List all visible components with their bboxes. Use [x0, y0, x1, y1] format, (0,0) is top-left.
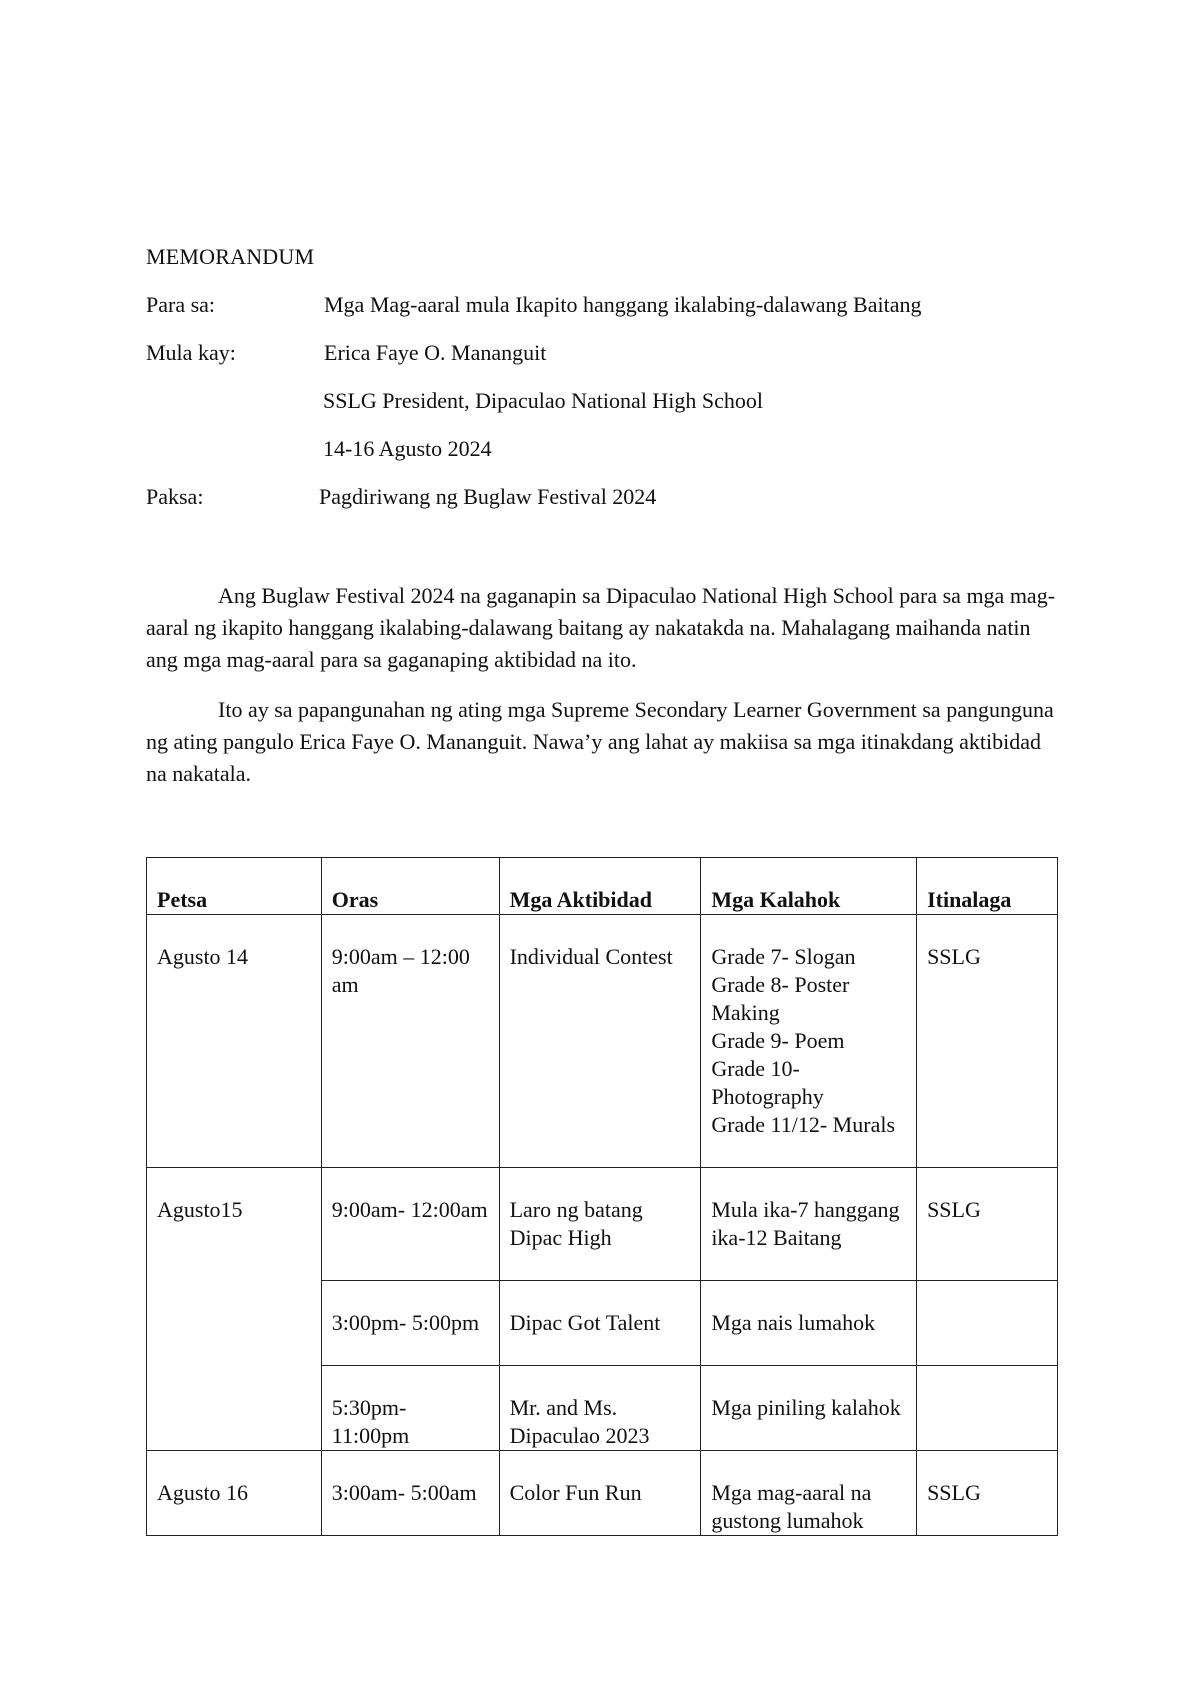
cell-kalahok: Mga nais lumahok	[701, 1281, 917, 1366]
para-sa-row	[146, 292, 921, 318]
kalahok-line: Grade 7- Slogan	[711, 944, 856, 969]
cell-kalahok: Mga piniling kalahok	[701, 1366, 917, 1451]
header-itinalaga: Itinalaga	[917, 858, 1058, 915]
cell-itinalaga	[917, 1366, 1058, 1451]
cell-itinalaga: SSLG	[917, 915, 1058, 1168]
schedule-table	[146, 857, 1058, 1536]
para-sa-value: Mga Mag-aaral mula Ikapito hanggang ikalabing-dalawang Baitang	[324, 292, 922, 317]
cell-kalahok: Mga mag-aaral na gustong lumahok	[701, 1451, 917, 1536]
header-aktibidad: Mga Aktibidad	[499, 858, 701, 915]
table-header-row	[147, 858, 1058, 915]
cell-aktibidad: Mr. and Ms. Dipaculao 2023	[499, 1366, 701, 1451]
mula-kay-row	[146, 340, 546, 366]
cell-oras: 3:00pm- 5:00pm	[321, 1281, 499, 1366]
body-paragraph-1	[146, 580, 1066, 676]
table-row	[147, 1451, 1058, 1536]
paksa-value: Pagdiriwang ng Buglaw Festival 2024	[319, 484, 657, 509]
body-paragraph-2	[146, 694, 1066, 790]
kalahok-line: Grade 9- Poem	[711, 1028, 845, 1053]
cell-itinalaga: SSLG	[917, 1168, 1058, 1281]
table-row	[147, 1168, 1058, 1281]
paksa-label: Paksa:	[146, 484, 204, 509]
kalahok-line: Grade 8- Poster Making	[711, 972, 850, 1025]
memo-heading: MEMORANDUM	[146, 244, 315, 269]
cell-petsa: Agusto15	[147, 1168, 322, 1451]
header-oras: Oras	[321, 858, 499, 915]
body-paragraph-2-text: Ito ay sa papangunahan ng ating mga Supreme Secondary Learner Government sa pangunguna ng ating pangulo Erica Faye O. Mananguit. Nawa’y ang lahat ay makiisa sa mga itinakdang aktibidad na nakatala.	[146, 697, 1054, 786]
cell-kalahok	[701, 915, 917, 1168]
cell-aktibidad: Individual Contest	[499, 915, 701, 1168]
para-sa-label: Para sa:	[146, 292, 216, 317]
cell-oras: 3:00am- 5:00am	[321, 1451, 499, 1536]
mula-kay-position: SSLG President, Dipaculao National High School	[323, 388, 763, 413]
cell-itinalaga: SSLG	[917, 1451, 1058, 1536]
body-paragraph-1-text: Ang Buglaw Festival 2024 na gaganapin sa Dipaculao National High School para sa mga mag-aaral ng ikapito hanggang ikalabing-dalawang baitang ay nakatakda na. Mahalagang maihanda natin ang mga mag-aaral para sa gaganaping aktibidad na ito.	[146, 583, 1056, 672]
mula-kay-value: Erica Faye O. Mananguit	[324, 340, 547, 365]
cell-kalahok: Mula ika-7 hanggang ika-12 Baitang	[701, 1168, 917, 1281]
cell-aktibidad: Laro ng batang Dipac High	[499, 1168, 701, 1281]
header-kalahok: Mga Kalahok	[701, 858, 917, 915]
memo-date: 14-16 Agusto 2024	[323, 436, 492, 461]
cell-petsa: Agusto 14	[147, 915, 322, 1168]
cell-oras: 9:00am- 12:00am	[321, 1168, 499, 1281]
kalahok-line: Grade 10- Photography	[711, 1056, 824, 1109]
mula-kay-label: Mula kay:	[146, 340, 236, 365]
cell-aktibidad: Color Fun Run	[499, 1451, 701, 1536]
cell-petsa: Agusto 16	[147, 1451, 322, 1536]
cell-aktibidad: Dipac Got Talent	[499, 1281, 701, 1366]
cell-oras: 5:30pm- 11:00pm	[321, 1366, 499, 1451]
paksa-row	[146, 484, 656, 510]
header-petsa: Petsa	[147, 858, 322, 915]
kalahok-line: Grade 11/12- Murals	[711, 1112, 896, 1137]
table-row	[147, 915, 1058, 1168]
cell-oras: 9:00am – 12:00 am	[321, 915, 499, 1168]
cell-itinalaga	[917, 1281, 1058, 1366]
